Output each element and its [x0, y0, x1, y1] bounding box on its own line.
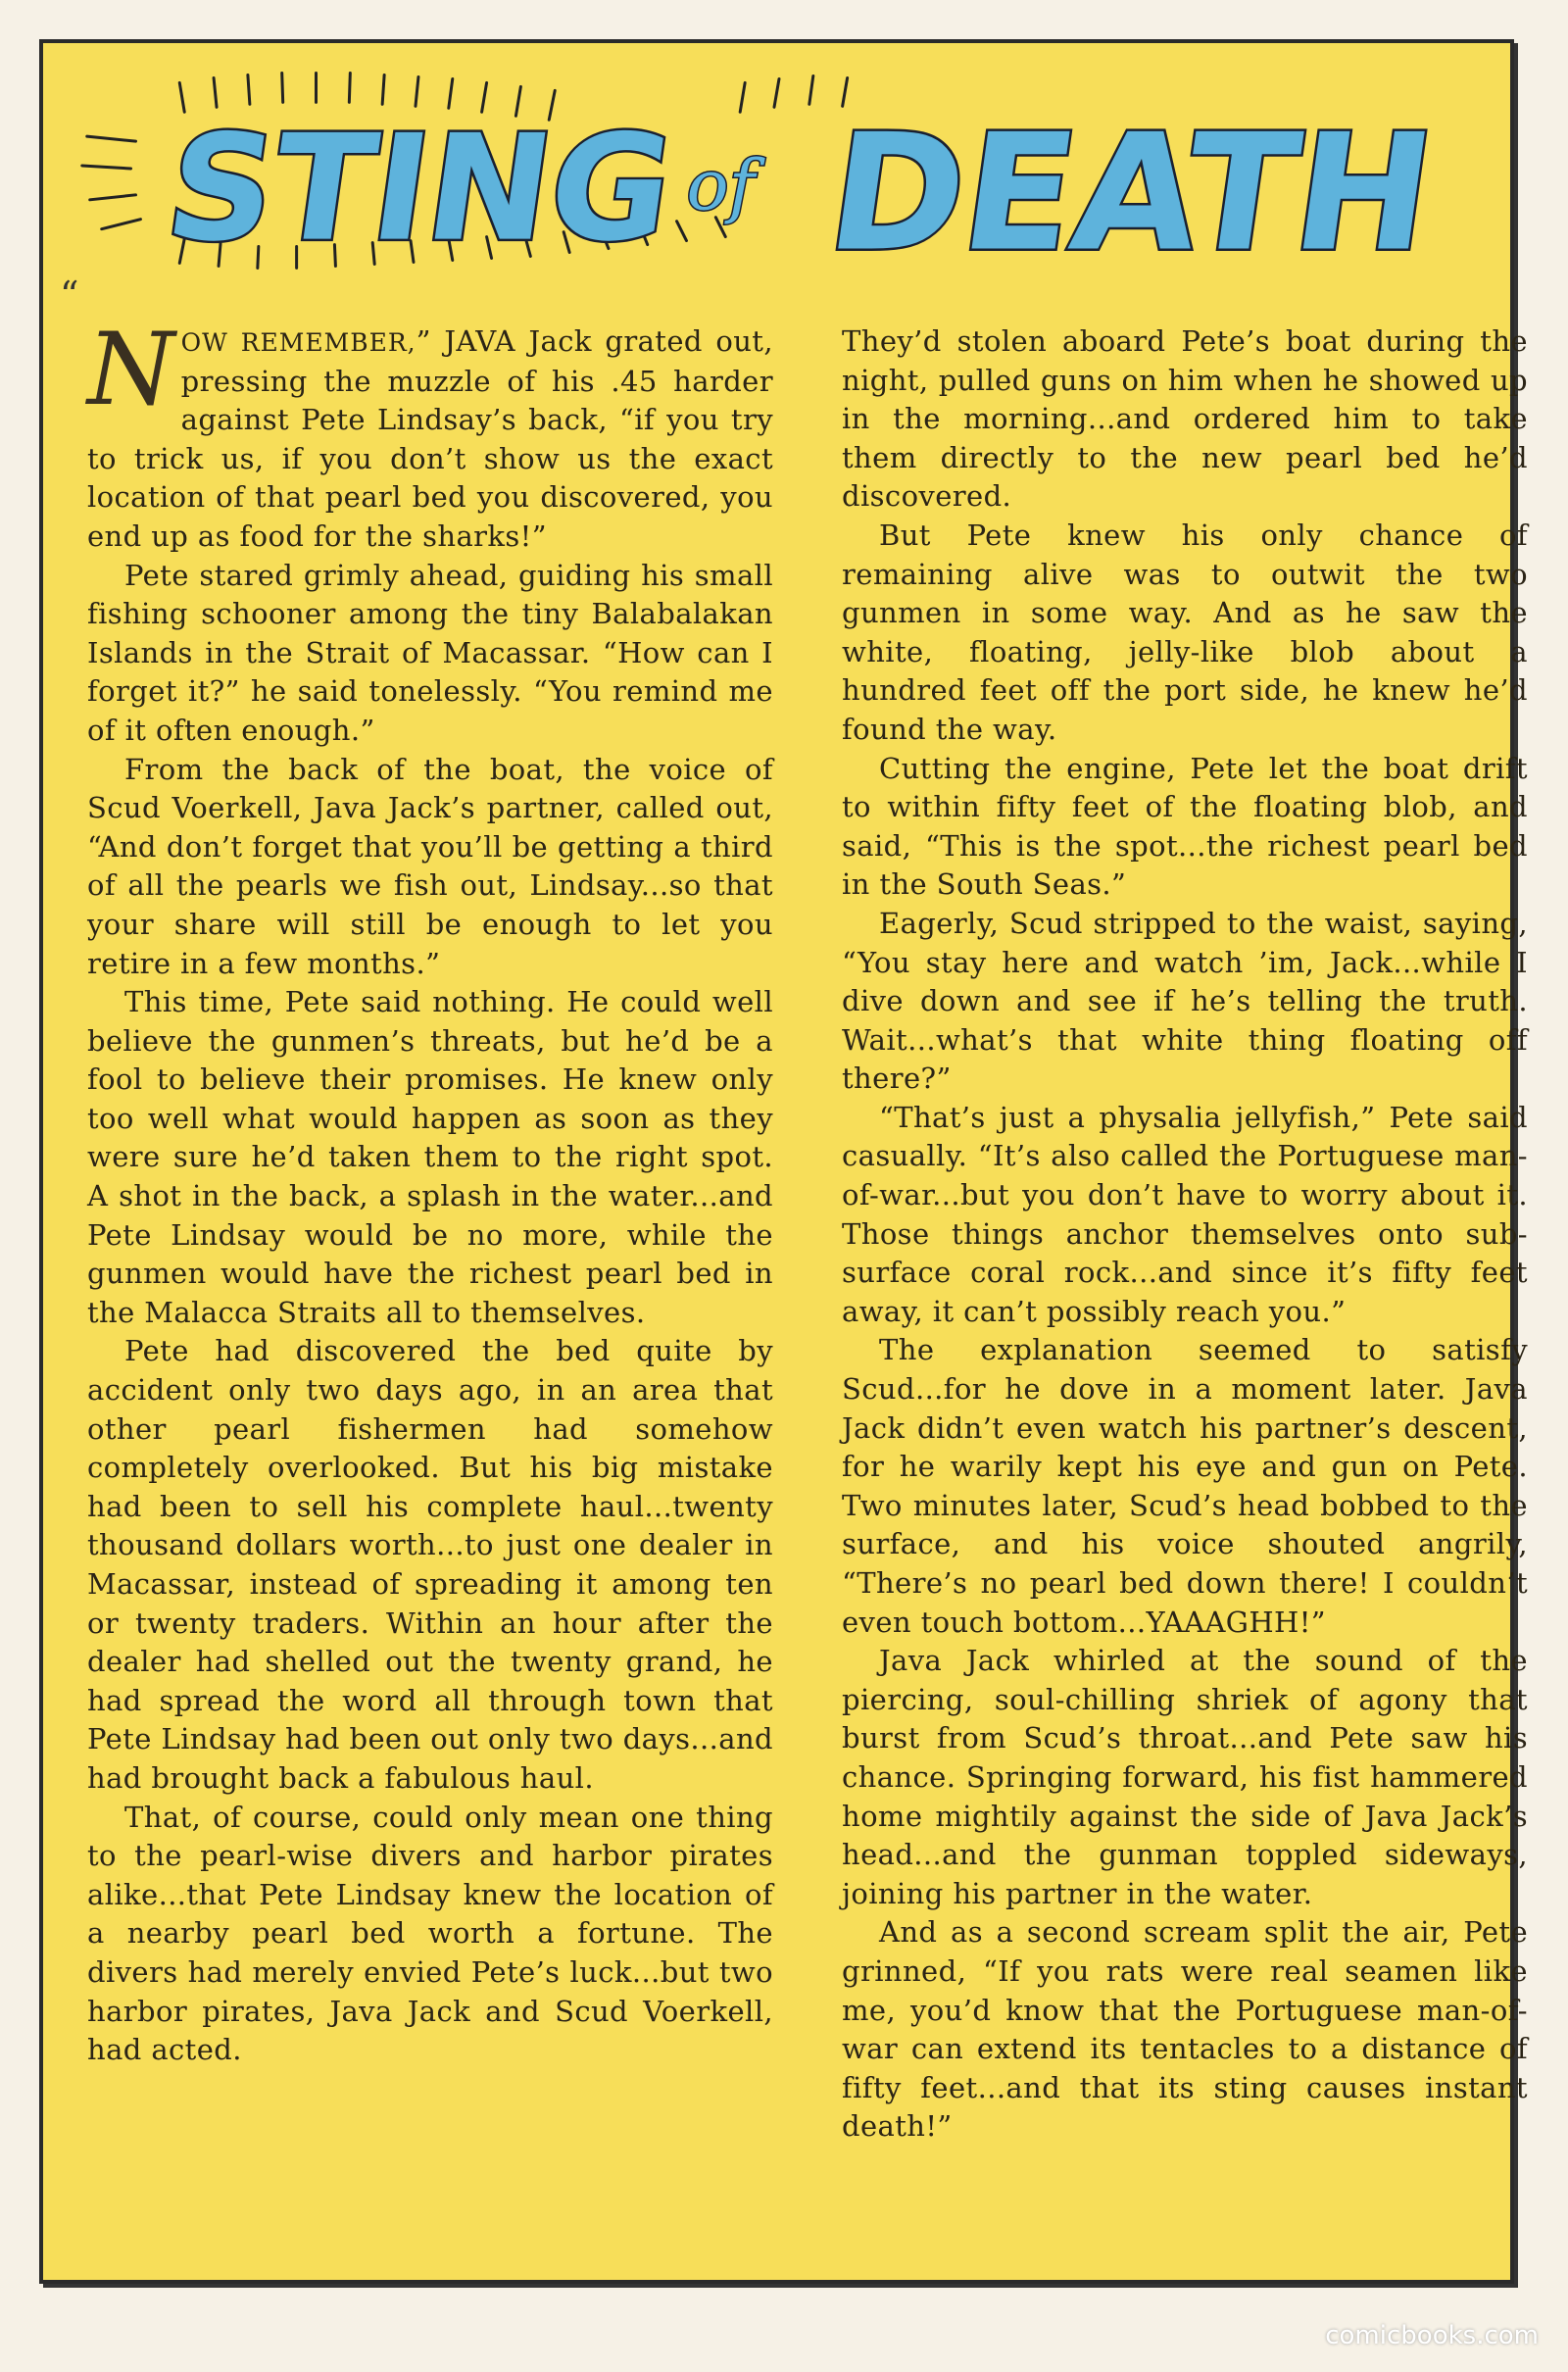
left-column [87, 312, 773, 2302]
paragraph: “That’s just a physalia jellyfish,” Pete said casually. “It’s also called the Portuguese man-of-war...but you don’t have to worry about it. Those things anchor themselves onto sub-surface coral rock...and since it’s fifty feet away, it can’t possibly reach you.” [842, 1100, 1528, 1328]
paragraph: This time, Pete said nothing. He could well believe the gunmen’s threats, but he’d be a fool to believe their promises. He knew only too well what would happen as soon as they were sure he’d taken them to the right spot. A shot in the back, a splash in the water...and Pete Lindsay would be no more, while the gunmen would have the richest pearl bed in the Malacca Straits all to themselves. [87, 985, 773, 1329]
paragraph: From the back of the boat, the voice of Scud Voerkell, Java Jack’s partner, called out, “And don’t forget that you’ll be getting a third of all the pearls we fish out, Lindsay...so that your share will still be enough to let you retire in a few months.” [87, 752, 773, 980]
site-watermark: comicbooks.com [1325, 2321, 1539, 2350]
title-banner [43, 43, 1510, 283]
paragraph: Cutting the engine, Pete let the boat drift to within fifty feet of the floating blob, and said, “This is the spot...the richest pearl bed in the South Seas.” [842, 751, 1528, 902]
story-page [39, 39, 1528, 2284]
first-paragraph [87, 312, 773, 557]
opening-quote-mark: “ [60, 273, 79, 317]
lead-caps: OW REMEMBER, [180, 328, 416, 357]
paragraph: And as a second scream split the air, Pete grinned, “If you rats were real seamen like me, you’d know that the Portuguese man-of-war can extend its tentacles to a distance of fifty feet...and that its sting causes instant death!” [842, 1915, 1528, 2144]
paragraph: Eagerly, Scud stripped to the waist, saying, “You stay here and watch ’im, Jack...while I dive down and see if he’s telling the truth. Wait...what’s that white thing floating off there?” [842, 906, 1528, 1096]
paragraph: Pete stared grimly ahead, guiding his small fishing schooner among the tiny Balabalakan Islands in the Strait of Macassar. “How can I forget it?” he said tonelessly. “You remind me of it often enough.” [87, 558, 773, 747]
paragraph: Java Jack whirled at the sound of the piercing, soul-chilling shriek of agony that burst from Scud’s throat...and Pete saw his chance. Springing forward, his fist hammered home mightily against the side of Java Jack’s head...and the gunman toppled sideways, joining his partner in the water. [842, 1644, 1528, 1910]
story-columns [87, 312, 1528, 2302]
paragraph: That, of course, could only mean one thing to the pearl-wise divers and harbor pirates alike...that Pete Lindsay knew the location of a nearby pearl bed worth a fortune. The divers had merely envied Pete’s luck...but two harbor pirates, Java Jack and Scud Voerkell, had acted. [87, 1800, 773, 2067]
title-art [43, 43, 1510, 283]
paragraph: They’d stolen aboard Pete’s boat during the night, pulled guns on him when he showed up in the morning...and ordered him to take them directly to the new pearl bed he’d discovered. [842, 324, 1528, 514]
right-column [842, 322, 1528, 2302]
title-word-sting: STING [157, 104, 683, 274]
paragraph: The explanation seemed to satisfy Scud...for he dove in a moment later. Java Jack didn’t even watch his partner’s descent, for he warily kept his eye and gun on Pete. Two minutes later, Scud’s head bobbed to the surface, and his voice shouted angrily, “There’s no pearl bed down there! I couldn’t even touch bottom...YAAAGHH!” [842, 1333, 1528, 1639]
first-paragraph-text: ” JAVA Jack grated out, pressing the muzzle of his .45 harder against Pete Lindsay’s back, “if you try to trick us, if you don’t show us the exact location of that pearl bed you discovered, you end up as food for the sharks!” [87, 324, 773, 553]
paragraph: Pete had discovered the bed quite by accident only two days ago, in an area that other pearl fishermen had somehow completely overlooked. But his big mistake had been to sell his complete haul...twenty thousand dollars worth...to just one dealer in Macassar, instead of spreading it among ten or twenty traders. Within an hour after the dealer had shelled out the twenty grand, he had spread the word all through town that Pete Lindsay had been out only two days...and had brought back a fabulous haul. [87, 1334, 773, 1795]
title-word-of: of [686, 144, 756, 226]
paragraph: But Pete knew his only chance of remaining alive was to outwit the two gunmen in some way. And as he saw the white, floating, jelly-like blob about a hundred feet off the port side, he knew he’d found the way. [842, 518, 1528, 746]
title-word-death: DEATH [817, 99, 1445, 283]
drop-cap: N [87, 312, 175, 428]
